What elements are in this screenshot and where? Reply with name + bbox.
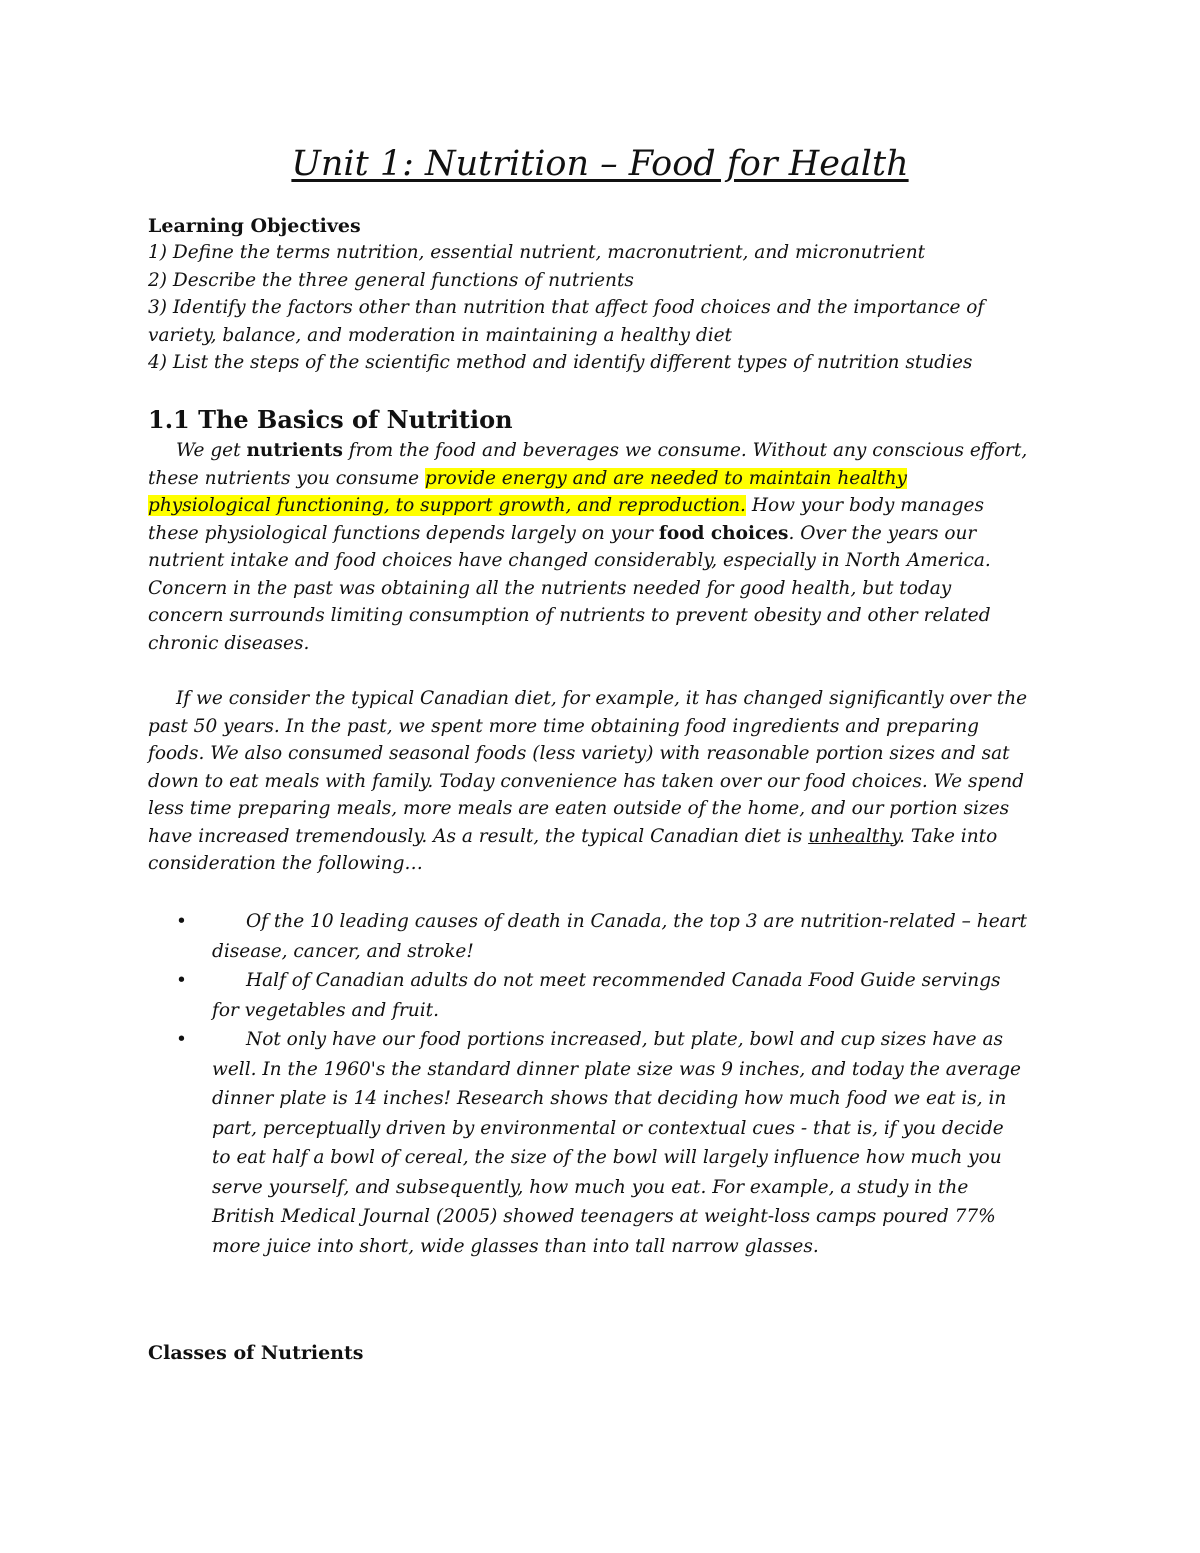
underlined-term: unhealthy	[808, 825, 900, 847]
bullet-icon: •	[176, 1029, 187, 1050]
list-item	[148, 907, 1028, 966]
bold-term-food-choices: food choices	[658, 522, 789, 544]
objective-item: 4) List the steps of the scientific method and identify different types of nutrition studies	[148, 352, 973, 373]
text-run: . Take into consideration the following…	[148, 825, 998, 874]
highlighted-text: provide energy and are needed to maintain healthy physiological functioning, to support growth, and reproduction.	[148, 467, 907, 516]
paragraph-basics	[148, 437, 1028, 657]
objective-item: 1) Define the terms nutrition, essential nutrient, macronutrient, and micronutrient	[148, 242, 926, 263]
facts-list	[148, 907, 1028, 1261]
bullet-icon: •	[176, 911, 187, 932]
text-run: from the food and beverages we consume. Without any conscious effort, these nutrients you consume	[148, 440, 1028, 489]
learning-objectives-heading: Learning Objectives	[148, 215, 361, 237]
list-item	[148, 966, 1028, 1025]
text-run: . Over the years our nutrient intake and food choices have changed considerably, especially in North America. Concern in the past was obtaining all the nutrients needed for good health, but today concern surrounds limiting consumption of nutrients to prevent obesity and other related chronic diseases.	[148, 522, 991, 654]
objective-item: 3) Identify the factors other than nutrition that affect food choices and the importance of variety, balance, and moderation in maintaining a healthy diet	[148, 297, 985, 346]
list-item-text: Of the 10 leading causes of death in Canada, the top 3 are nutrition-related – heart disease, cancer, and stroke!	[212, 911, 1027, 962]
text-run: If we consider the typical Canadian diet, for example, it has changed significantly over the past 50 years. In the past, we spent more time obtaining food ingredients and preparing foods. We also consumed seasonal foods (less variety) with reasonable portion sizes and sat down to eat meals with family. Today convenience has taken over our food choices. We spend less time preparing meals, more meals are eaten outside of the home, and our portion sizes have increased tremendously. As a result, the typical Canadian diet is	[148, 688, 1028, 847]
learning-objectives-list	[148, 239, 1048, 377]
bold-term-nutrients: nutrients	[246, 440, 343, 461]
text-run: We get	[176, 440, 247, 461]
paragraph-canadian-diet	[148, 685, 1028, 878]
section-heading: 1.1 The Basics of Nutrition	[148, 405, 513, 434]
classes-of-nutrients-heading: Classes of Nutrients	[148, 1342, 364, 1364]
list-item-text: Half of Canadian adults do not meet recommended Canada Food Guide servings for vegetables and fruit.	[212, 970, 1001, 1021]
objective-item: 2) Describe the three general functions of nutrients	[148, 269, 634, 291]
page-title: Unit 1: Nutrition – Food for Health	[291, 144, 909, 184]
text-run: How your body manages these physiological functions depends largely on your	[148, 495, 984, 544]
bullet-icon: •	[176, 970, 187, 991]
list-item-text: Not only have our food portions increased, but plate, bowl and cup sizes have as well. In the 1960's the standard dinner plate size was 9 inches, and today the average dinner plate is 14 inches! Research shows that deciding how much food we eat is, in part, perceptually driven by environmental or contextual cues - that is, if you decide to eat half a bowl of cereal, the size of the bowl will largely influence how much you serve yourself, and subsequently, how much you eat. For example, a study in the British Medical Journal (2005) showed teenagers at weight-loss camps poured 77% more juice into short, wide glasses than into tall narrow glasses.	[212, 1029, 1021, 1257]
list-item	[148, 1025, 1028, 1261]
